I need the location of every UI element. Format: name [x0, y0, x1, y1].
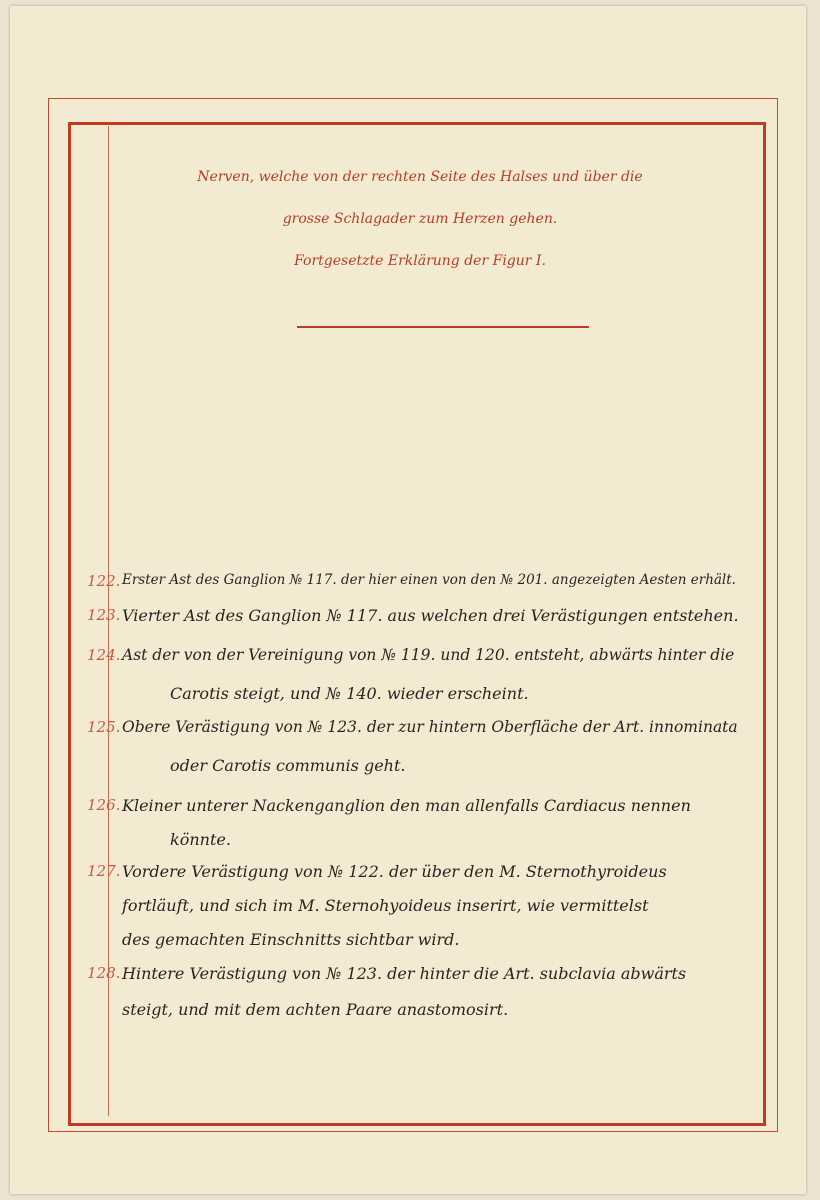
title-line: Fortgesetzte Erklärung der Figur I.	[294, 253, 546, 269]
entry-text: Hintere Verästigung von № 123. der hinter die Art. subclavia abwärts	[122, 964, 687, 983]
entry-text: Erster Ast des Ganglion № 117. der hier einen von den № 201. angezeigten Aesten erhält.	[122, 572, 736, 588]
page-title	[80, 156, 760, 282]
entry-text: steigt, und mit dem achten Paare anastomosirt.	[122, 1000, 509, 1019]
entry-number: 123.	[87, 606, 121, 624]
title-line: grosse Schlagader zum Herzen gehen.	[282, 211, 558, 227]
title-line: Nerven, welche von der rechten Seite des Halses und über die	[197, 169, 643, 185]
entry-text: Carotis steigt, und № 140. wieder erscheint.	[170, 684, 529, 703]
entry-number: 125.	[87, 718, 121, 736]
entry-text: Kleiner unterer Nackenganglion den man allenfalls Cardiacus nennen	[122, 796, 691, 815]
entry-text: Vierter Ast des Ganglion № 117. aus welchen drei Verästigungen entstehen.	[122, 606, 739, 625]
title-underline	[297, 326, 589, 328]
entry-text: Obere Verästigung von № 123. der zur hintern Oberfläche der Art. innominata	[122, 718, 738, 736]
manuscript-page	[10, 6, 806, 1194]
entry-number: 126.	[87, 796, 121, 814]
entry-text: Vordere Verästigung von № 122. der über den M. Sternothyroideus	[122, 862, 667, 881]
entry-text: könnte.	[170, 830, 231, 849]
entry-text: Ast der von der Vereinigung von № 119. und 120. entsteht, abwärts hinter die	[122, 646, 735, 664]
entry-number: 128.	[87, 964, 121, 982]
entry-text: fortläuft, und sich im M. Sternohyoideus inserirt, wie vermittelst	[122, 896, 649, 915]
entry-number: 122.	[87, 572, 121, 590]
entry-text: des gemachten Einschnitts sichtbar wird.	[122, 930, 460, 949]
entry-number: 124.	[87, 646, 121, 664]
entry-text: oder Carotis communis geht.	[170, 756, 406, 775]
entry-number: 127.	[87, 862, 121, 880]
